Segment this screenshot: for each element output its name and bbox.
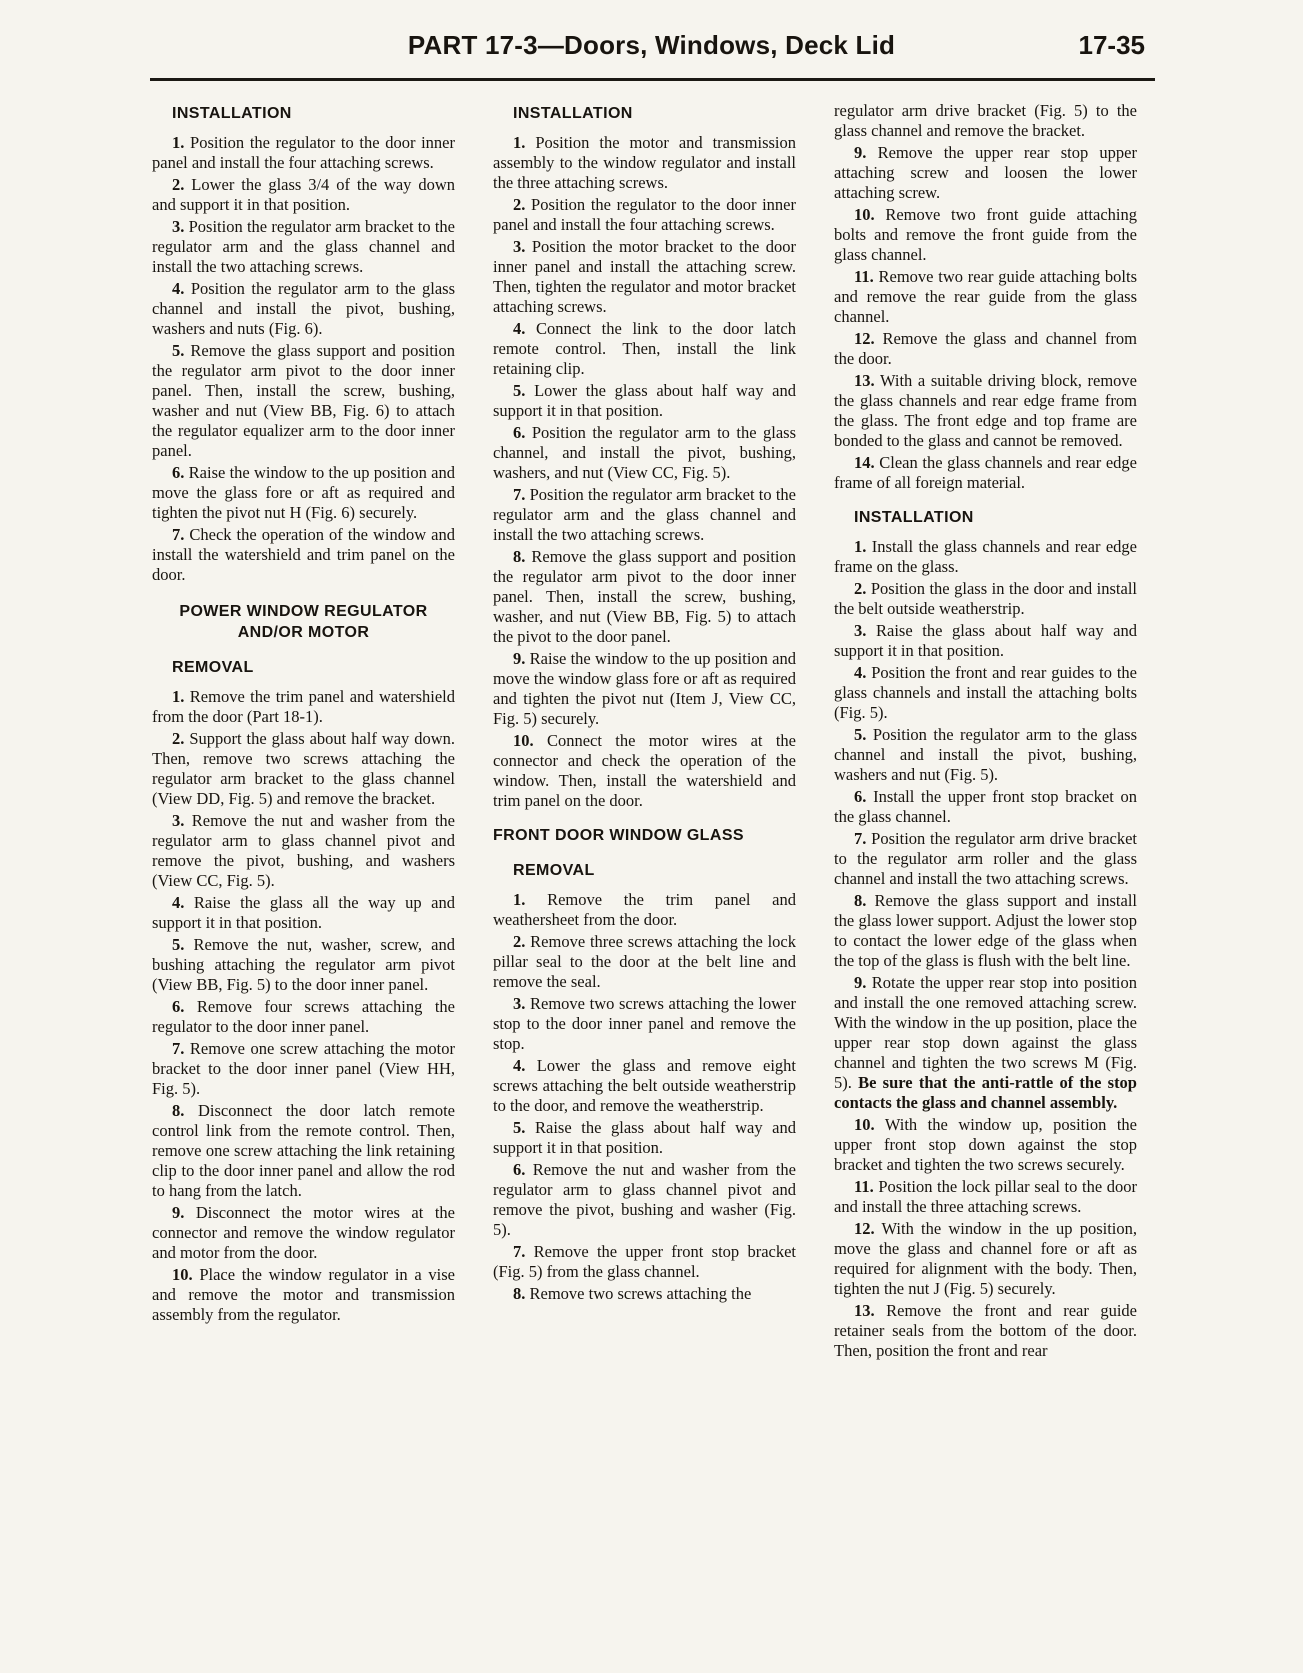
step-number: 5.	[513, 381, 526, 400]
step-number: 5.	[172, 935, 185, 954]
step-number: 7.	[172, 1039, 185, 1058]
step-paragraph: 10. Place the window regulator in a vise and remove the motor and transmission assembly from the regulator.	[152, 1265, 455, 1324]
step-number: 3.	[513, 237, 526, 256]
step-number: 4.	[513, 319, 526, 338]
step-paragraph: 8. Remove the glass support and install the glass lower support. Adjust the lower stop to contact the lower edge of the glass when the top of the glass is flush with the belt line.	[834, 891, 1137, 970]
step-paragraph: 10. Remove two front guide attaching bolts and remove the front guide from the glass channel.	[834, 205, 1137, 264]
step-number: 2.	[513, 195, 526, 214]
step-number: 2.	[172, 729, 185, 748]
text-column-3	[834, 101, 1137, 1363]
step-paragraph: 4. Lower the glass and remove eight screws attaching the belt outside weatherstrip to the door, and remove the weatherstrip.	[493, 1056, 797, 1115]
section-heading: INSTALLATION	[513, 105, 633, 122]
step-number: 8.	[172, 1101, 185, 1120]
step-paragraph: 13. Remove the front and rear guide retainer seals from the bottom of the door. Then, position the front and rear	[834, 1301, 1138, 1360]
step-number: 8.	[854, 891, 867, 910]
step-number: 2.	[854, 579, 867, 598]
step-paragraph: 8. Remove the glass support and position the regulator arm pivot to the door inner panel. Then, install the screw, bushing, washer, and nut (View BB, Fig. 5) to attach the pivot to the door panel.	[493, 547, 796, 646]
step-paragraph: 2. Support the glass about half way down. Then, remove two screws attaching the regulator arm bracket to the glass channel (View DD, Fig. 5) and remove the bracket.	[152, 729, 455, 808]
step-paragraph: 1. Install the glass channels and rear edge frame on the glass.	[834, 537, 1138, 576]
step-paragraph: 3. Remove two screws attaching the lower stop to the door inner panel and remove the stop.	[493, 994, 797, 1053]
step-paragraph: 8. Remove two screws attaching the	[513, 1284, 752, 1303]
step-paragraph: 13. With a suitable driving block, remove the glass channels and rear edge frame from the glass. The front edge and top frame are bonded to the glass and cannot be removed.	[834, 371, 1138, 450]
step-paragraph: 1. Remove the trim panel and weathersheet from the door.	[493, 890, 796, 929]
step-number: 9.	[854, 973, 867, 992]
step-paragraph: 1. Remove the trim panel and watershield from the door (Part 18-1).	[152, 687, 455, 726]
step-paragraph: 1. Position the regulator to the door inner panel and install the four attaching screws.	[152, 133, 456, 172]
step-number: 9.	[172, 1203, 185, 1222]
step-paragraph: 9. Disconnect the motor wires at the connector and remove the window regulator and motor from the door.	[152, 1203, 456, 1262]
step-paragraph: 14. Clean the glass channels and rear edge frame of all foreign material.	[834, 453, 1138, 492]
page-header	[0, 0, 1303, 72]
step-paragraph: 4. Raise the glass all the way up and support it in that position.	[152, 893, 456, 932]
step-number: 5.	[513, 1118, 526, 1137]
step-paragraph: 5. Remove the glass support and position the regulator arm pivot to the door inner panel. Then, install the screw, bushing, washer and nut (View BB, Fig. 6) to attach the regulator equalizer arm to the door inner panel.	[152, 341, 455, 460]
step-number: 4.	[172, 893, 185, 912]
step-number: 1.	[513, 133, 526, 152]
step-paragraph: 7. Position the regulator arm drive bracket to the regulator arm roller and the glass channel and install the two attaching screws.	[834, 829, 1138, 888]
step-paragraph: 5. Lower the glass about half way and support it in that position.	[493, 381, 797, 420]
section-heading: FRONT DOOR WINDOW GLASS	[493, 827, 744, 844]
step-number: 13.	[854, 1301, 875, 1320]
step-number: 3.	[172, 217, 185, 236]
step-paragraph: 3. Raise the glass about half way and support it in that position.	[834, 621, 1137, 660]
step-paragraph: 3. Position the motor bracket to the door inner panel and install the attaching screw. Then, tighten the regulator and motor bracket attaching screws.	[493, 237, 796, 316]
step-number: 12.	[854, 329, 875, 348]
step-number: 7.	[854, 829, 867, 848]
step-number: 1.	[513, 890, 526, 909]
step-paragraph: 9. Raise the window to the up position and move the window glass fore or aft as required and tighten the pivot nut (Item J, View CC, Fig. 5) securely.	[493, 649, 796, 728]
step-paragraph: 2. Position the glass in the door and install the belt outside weatherstrip.	[834, 579, 1137, 618]
step-number: 11.	[854, 267, 874, 286]
step-paragraph: 9. Remove the upper rear stop upper attaching screw and loosen the lower attaching screw.	[834, 143, 1137, 202]
step-number: 6.	[513, 423, 526, 442]
step-number: 7.	[172, 525, 185, 544]
step-paragraph: 12. Remove the glass and channel from the door.	[834, 329, 1137, 368]
step-paragraph: 3. Position the regulator arm bracket to the regulator arm and the glass channel and install the two attaching screws.	[152, 217, 455, 276]
step-paragraph: 7. Position the regulator arm bracket to the regulator arm and the glass channel and install the two attaching screws.	[493, 485, 796, 544]
step-number: 2.	[513, 932, 526, 951]
bold-emphasis-text: Be sure that the anti-rattle of the stop contacts the glass and channel assembly.	[834, 1073, 1137, 1112]
step-paragraph: 6. Remove the nut and washer from the regulator arm to glass channel pivot and remove the pivot, bushing and washer (Fig. 5).	[493, 1160, 796, 1239]
step-paragraph: 1. Position the motor and transmission assembly to the window regulator and install the three attaching screws.	[493, 133, 797, 192]
step-paragraph: 6. Remove four screws attaching the regulator to the door inner panel.	[152, 997, 456, 1036]
page-number: 17-35	[1078, 30, 1145, 60]
continuation-paragraph: regulator arm drive bracket (Fig. 5) to the glass channel and remove the bracket.	[834, 101, 1137, 140]
step-number: 10.	[172, 1265, 193, 1284]
step-number: 3.	[513, 994, 526, 1013]
step-number: 8.	[513, 547, 526, 566]
step-paragraph: 9. Rotate the upper rear stop into position and install the one removed attaching screw. With the window in the up position, place the upper rear stop down against the glass channel and tighten the two screws M (Fig. 5). Be sure that the anti-rattle of the stop contacts the glass and channel assembly.	[834, 973, 1137, 1112]
step-number: 7.	[513, 485, 526, 504]
step-number: 7.	[513, 1242, 526, 1261]
step-number: 5.	[854, 725, 867, 744]
step-number: 6.	[172, 463, 185, 482]
step-paragraph: 3. Remove the nut and washer from the regulator arm to glass channel pivot and remove the pivot, bushing, and washers (View CC, Fig. 5).	[152, 811, 455, 890]
step-paragraph: 4. Position the regulator arm to the glass channel and install the pivot, bushing, washers and nuts (Fig. 6).	[152, 279, 455, 338]
step-number: 6.	[854, 787, 867, 806]
text-column-1	[152, 101, 455, 1327]
step-paragraph: 6. Raise the window to the up position and move the glass fore or aft as required and tighten the pivot nut H (Fig. 6) securely.	[152, 463, 455, 522]
step-paragraph: 6. Position the regulator arm to the glass channel, and install the pivot, bushing, washers, and nut (View CC, Fig. 5).	[493, 423, 796, 482]
step-number: 1.	[172, 687, 185, 706]
step-paragraph: 10. With the window up, position the upper front stop down against the stop bracket and tighten the two screws securely.	[834, 1115, 1137, 1174]
step-paragraph: 7. Remove the upper front stop bracket (Fig. 5) from the glass channel.	[493, 1242, 796, 1281]
page-title: PART 17-3—Doors, Windows, Deck Lid	[407, 30, 896, 60]
step-number: 9.	[513, 649, 526, 668]
step-paragraph: 7. Remove one screw attaching the motor bracket to the door inner panel (View HH, Fig. 5).	[152, 1039, 455, 1098]
text-column-2	[493, 101, 796, 1306]
step-paragraph: 10. Connect the motor wires at the connector and check the operation of the window. Then, install the watershield and trim panel on the door.	[493, 731, 796, 810]
step-number: 4.	[854, 663, 867, 682]
step-number: 4.	[172, 279, 185, 298]
step-number: 6.	[172, 997, 185, 1016]
step-paragraph: 4. Position the front and rear guides to the glass channels and install the attaching bolts (Fig. 5).	[834, 663, 1137, 722]
section-heading: REMOVAL	[513, 862, 595, 879]
section-heading: INSTALLATION	[854, 509, 974, 526]
step-paragraph: 11. Position the lock pillar seal to the door and install the three attaching screws.	[834, 1177, 1137, 1216]
step-number: 5.	[172, 341, 185, 360]
step-number: 4.	[513, 1056, 526, 1075]
step-paragraph: 2. Lower the glass 3/4 of the way down and support it in that position.	[152, 175, 455, 214]
step-number: 10.	[513, 731, 534, 750]
step-number: 12.	[854, 1219, 875, 1238]
step-paragraph: 7. Check the operation of the window and install the watershield and trim panel on the door.	[152, 525, 455, 584]
step-number: 13.	[854, 371, 875, 390]
step-number: 14.	[854, 453, 875, 472]
section-heading: INSTALLATION	[172, 105, 292, 122]
section-heading: POWER WINDOW REGULATOR AND/OR MOTOR	[179, 603, 428, 641]
step-paragraph: 2. Position the regulator to the door inner panel and install the four attaching screws.	[493, 195, 797, 234]
step-paragraph: 4. Connect the link to the door latch remote control. Then, install the link retaining clip.	[493, 319, 797, 378]
step-paragraph: 12. With the window in the up position, move the glass and channel fore or aft as required for alignment with the body. Then, tighten the nut J (Fig. 5) securely.	[834, 1219, 1138, 1298]
content-columns	[0, 81, 1303, 1363]
step-number: 6.	[513, 1160, 526, 1179]
step-paragraph: 2. Remove three screws attaching the lock pillar seal to the door at the belt line and remove the seal.	[493, 932, 797, 991]
step-number: 1.	[172, 133, 185, 152]
step-number: 10.	[854, 1115, 875, 1134]
step-paragraph: 5. Position the regulator arm to the glass channel and install the pivot, bushing, washers and nut (Fig. 5).	[834, 725, 1137, 784]
step-number: 3.	[172, 811, 185, 830]
step-number: 11.	[854, 1177, 874, 1196]
step-number: 8.	[513, 1284, 526, 1303]
step-number: 2.	[172, 175, 185, 194]
step-paragraph: 8. Disconnect the door latch remote control link from the remote control. Then, remove one screw attaching the link retaining clip to the door inner panel and allow the rod to hang from the latch.	[152, 1101, 455, 1200]
step-number: 10.	[854, 205, 875, 224]
section-heading: REMOVAL	[172, 659, 254, 676]
step-paragraph: 11. Remove two rear guide attaching bolts and remove the rear guide from the glass channel.	[834, 267, 1137, 326]
step-paragraph: 5. Remove the nut, washer, screw, and bushing attaching the regulator arm pivot (View BB, Fig. 5) to the door inner panel.	[152, 935, 456, 994]
step-paragraph: 5. Raise the glass about half way and support it in that position.	[493, 1118, 796, 1157]
step-number: 3.	[854, 621, 867, 640]
step-paragraph: 6. Install the upper front stop bracket on the glass channel.	[834, 787, 1137, 826]
step-number: 1.	[854, 537, 867, 556]
step-number: 9.	[854, 143, 867, 162]
